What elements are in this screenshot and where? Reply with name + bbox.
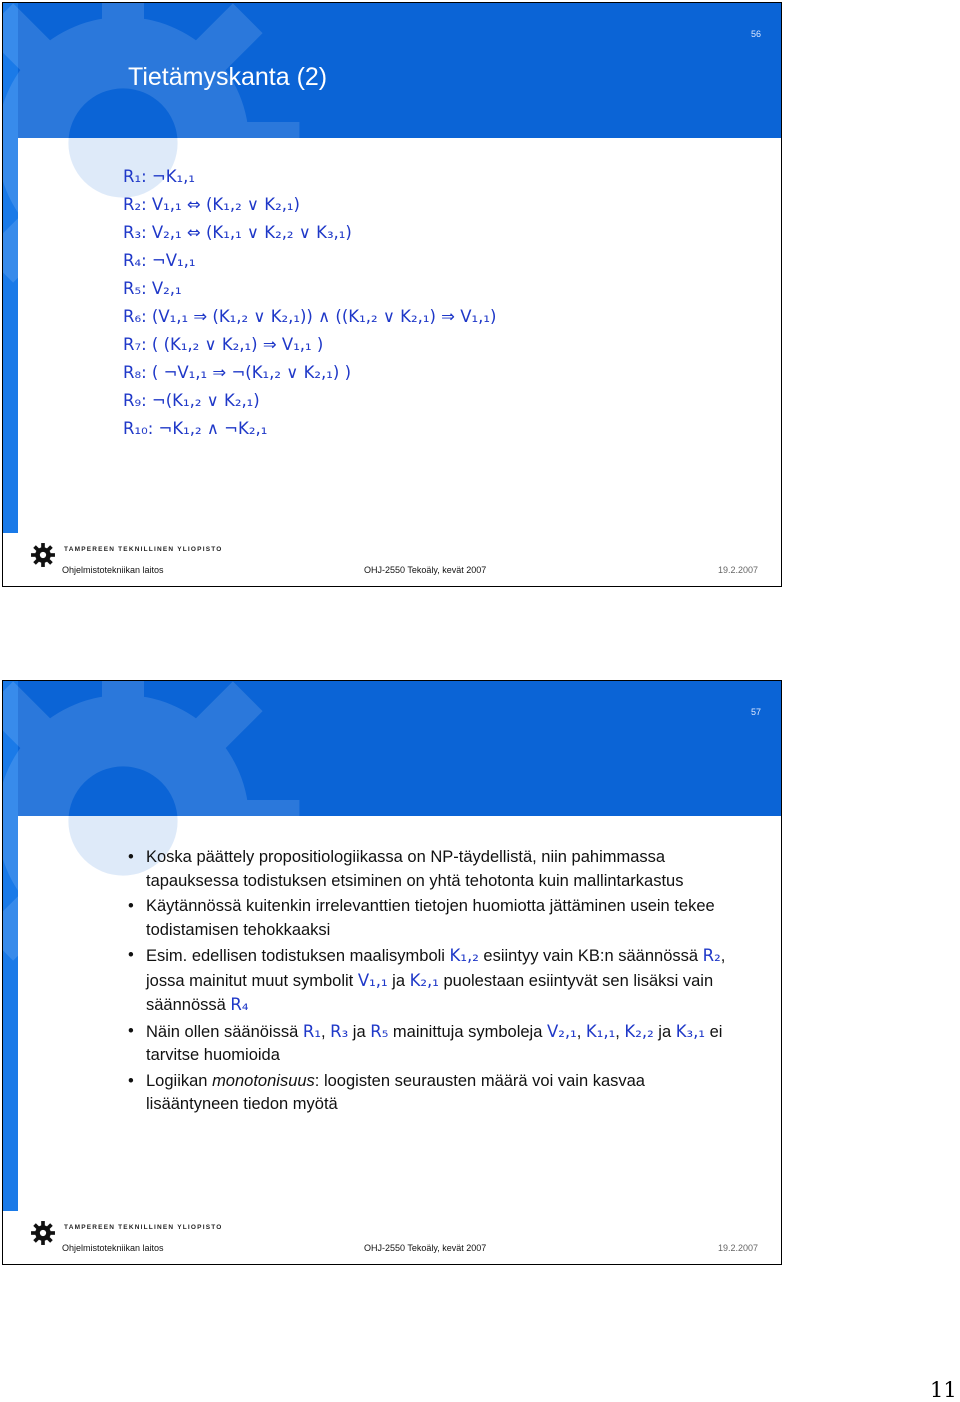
footer-university: TAMPEREEN TEKNILLINEN YLIOPISTO [64,1224,223,1231]
bullet-item: • Logiikan monotonisuus: loogisten seurausten määrä voi vain kasvaa lisääntyneen tiedon myötä [128,1070,728,1117]
rule-r8: R₈: ( ¬V₁,₁ ⇒ ¬(K₁,₂ ∨ K₂,₁) ) [123,363,352,382]
symbol: R₂ [702,946,721,965]
rule-r5: R₅: V₂,₁ [123,279,182,298]
rule-r6: R₆: (V₁,₁ ⇒ (K₁,₂ ∨ K₂,₁)) ∧ ((K₁,₂ ∨ K₂,₁) ⇒ V₁,₁) [123,307,497,326]
slide-footer [18,1216,781,1264]
rule-r2: R₂: V₁,₁ ⇔ (K₁,₂ ∨ K₂,₁) [123,195,300,214]
symbol: R₄ [230,995,249,1014]
slide-56 [2,2,782,587]
page-number: 11 [930,1378,957,1402]
rule-r10: R₁₀: ¬K₁,₂ ∧ ¬K₂,₁ [123,419,268,438]
symbol: K₃,₁ [675,1021,705,1041]
slide-title: Tietämyskanta (2) [128,63,328,91]
tut-gear-logo-icon [30,542,56,568]
symbol: V₁,₁ [357,970,388,990]
rule-r9: R₉: ¬(K₁,₂ ∨ K₂,₁) [123,391,260,410]
bullet-text: Käytännössä kuitenkin irrelevanttien tietojen huomiotta jättäminen usein tekee todistamisen tehokkaaksi [146,897,715,939]
slide-footer [18,538,781,586]
symbol: R₅ [370,1021,389,1041]
symbol: V₂,₁ [546,1021,577,1041]
emphasis-term: monotonisuus [212,1071,315,1090]
slide-number: 56 [750,29,761,39]
bullet-item: • Esim. edellisen todistuksen maalisymboli K₁,₂ esiintyy vain KB:n säännössä R₂, jossa mainitut muut symbolit V₁,₁ ja K₂,₁ puolestaan esiintyvät sen lisäksi vain säännössä R₄ [128,944,728,1018]
bullet-item: • Näin ollen säänöissä R₁, R₃ ja R₅ mainittuja symboleja V₂,₁, K₁,₁, K₂,₂ ja K₃,₁ ei tarvitse huomioida [128,1020,728,1068]
footer-course: OHJ-2550 Tekoäly, kevät 2007 [364,1243,487,1253]
symbol: K₂,₂ [624,1021,654,1041]
tut-gear-logo-icon [30,1220,56,1246]
bullet-list [128,846,728,1119]
knowledge-base-rules [123,163,496,443]
rule-r3: R₃: V₂,₁ ⇔ (K₁,₁ ∨ K₂,₂ ∨ K₃,₁) [123,223,352,242]
footer-course: OHJ-2550 Tekoäly, kevät 2007 [364,565,487,575]
slide-number: 57 [750,707,761,717]
symbol: R₁ [302,1021,321,1041]
footer-university: TAMPEREEN TEKNILLINEN YLIOPISTO [64,546,223,553]
symbol: R₃ [330,1021,349,1041]
bullet-text: Koska päättely propositiologiikassa on NP-täydellistä, niin pahimmassa tapauksessa todistuksen etsiminen on yhtä tehotonta kuin mallintarkastus [146,848,684,890]
rule-r1: R₁: ¬K₁,₁ [123,167,196,186]
footer-date: 19.2.2007 [718,565,759,575]
rule-r4: R₄: ¬V₁,₁ [123,251,196,270]
footer-date: 19.2.2007 [718,1243,759,1253]
footer-department: Ohjelmistotekniikan laitos [62,1243,164,1253]
symbol: K₂,₁ [409,970,439,990]
footer-department: Ohjelmistotekniikan laitos [62,565,164,575]
bullet-item [128,895,728,942]
slide-57 [2,680,782,1265]
rule-r7: R₇: ( (K₁,₂ ∨ K₂,₁) ⇒ V₁,₁ ) [123,335,324,354]
symbol: K₁,₁ [585,1021,616,1041]
symbol: K₁,₂ [449,946,479,965]
bullet-item [128,846,728,893]
